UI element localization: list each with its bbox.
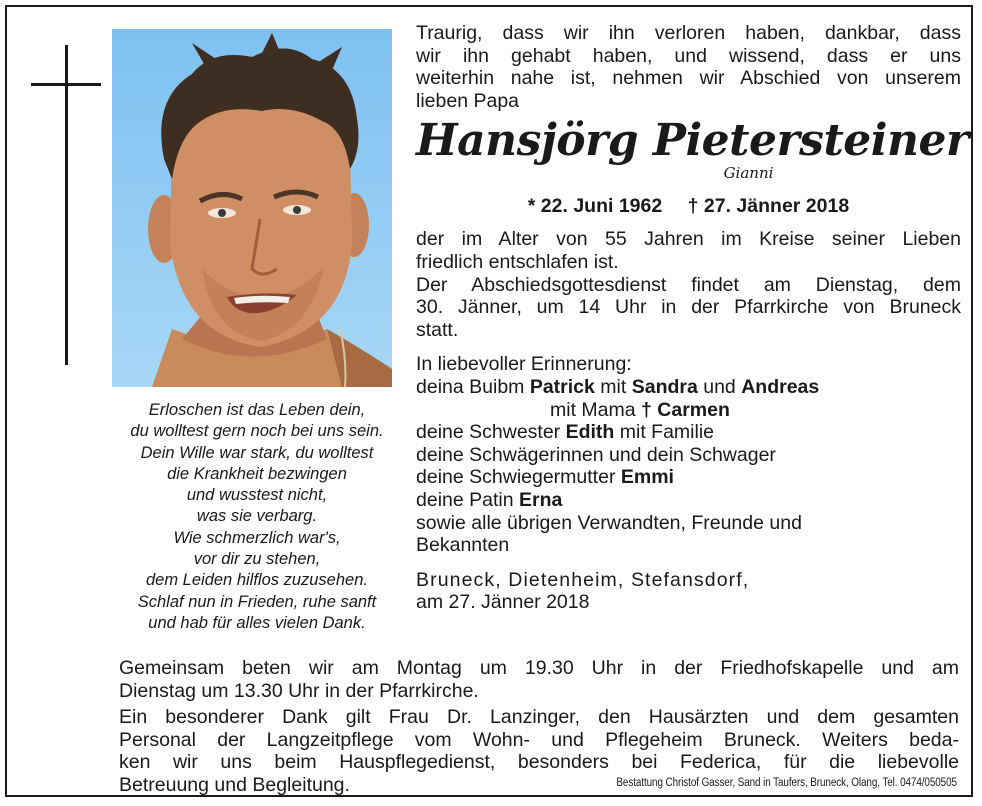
poem-line: Wie schmerzlich war's, [173, 528, 341, 547]
mourner-name: Edith [565, 421, 615, 444]
mourner-line [416, 399, 961, 422]
mourner-text: mit [594, 375, 632, 398]
mourner-line [416, 466, 961, 489]
poem-line: vor dir zu stehen, [193, 550, 321, 569]
poem-line: Dein Wille war stark, du wolltest [140, 443, 374, 462]
mourner-line: sowie alle übrigen Verwandten, Freunde und [416, 511, 802, 534]
intro-line: weiterhin nahe ist, nehmen wir Abschied von unserem [416, 67, 961, 90]
thanks-line: ken wir uns beim Hauspflegedienst, besonders bei Federica, für die liebevolle [119, 751, 959, 774]
birth-date: * 22. Juni 1962 [527, 195, 663, 218]
intro-paragraph [416, 22, 961, 112]
closing-section [119, 657, 959, 797]
poem-line: dem Leiden hilflos zuzusehen. [146, 571, 368, 590]
passing-paragraph [416, 228, 961, 273]
obituary-notice [5, 5, 973, 797]
mourner-text: deine Schwester [416, 421, 566, 444]
service-line: Der Abschiedsgottesdienst findet am Dienstag, dem [416, 273, 961, 296]
mourner-line [416, 376, 961, 399]
notice-text [416, 22, 969, 614]
mourners-list [416, 353, 961, 556]
mourner-line: Bekannten [416, 534, 510, 557]
mourner-name: Emmi [620, 466, 674, 489]
poem-line: du wolltest gern noch bei uns sein. [130, 422, 384, 441]
mourner-name: † Carmen [641, 398, 730, 421]
mourner-line [416, 489, 961, 512]
prayer-line: Gemeinsam beten wir am Montag um 19.30 Uhr in der Friedhofskapelle und am [119, 657, 959, 679]
poem-line: und hab für alles vielen Dank. [148, 613, 366, 632]
date-line: am 27. Jänner 2018 [416, 591, 590, 614]
deceased-nickname: Gianni [723, 164, 774, 183]
mourner-name: Andreas [741, 375, 820, 398]
prayer-line: Dienstag um 13.30 Uhr in der Pfarrkirche. [119, 679, 479, 702]
poem-line: und wusstest nicht, [186, 486, 328, 505]
mourner-name: Sandra [631, 375, 698, 398]
funeral-home-credit: Bestattung Christof Gasser, Sand in Taufers, Bruneck, Olang, Tel. 0474/050505 [616, 777, 957, 789]
thanks-line: Betreuung und Begleitung. [119, 773, 350, 796]
mourner-text: und [697, 375, 742, 398]
thanks-line: Ein besonderer Dank gilt Frau Dr. Lanzinger, den Hausärzten und dem gesamten [119, 706, 959, 729]
life-dates [416, 194, 961, 218]
poem-line: was sie verbarg. [196, 507, 318, 526]
thanks-line: Personal der Langzeitpflege vom Wohn- und Pflegeheim Bruneck. Weiters beda- [119, 728, 959, 751]
service-line: 30. Jänner, um 14 Uhr in der Pfarrkirche von Bruneck [416, 296, 961, 319]
cross-icon [65, 45, 68, 365]
intro-line: lieben Papa [416, 89, 520, 112]
mourner-text: mit Mama [550, 398, 642, 421]
mourners-heading: In liebevoller Erinnerung: [416, 353, 632, 376]
deceased-name: Hansjörg Pietersteiner [416, 115, 969, 167]
passing-line: friedlich entschlafen ist. [416, 250, 619, 273]
mourner-text: deine Patin [416, 488, 519, 511]
mourner-line [416, 421, 961, 444]
memorial-poem [112, 400, 402, 634]
death-date: † 27. Jänner 2018 [687, 195, 850, 218]
service-line: statt. [416, 318, 459, 341]
portrait-photo [112, 29, 392, 387]
service-paragraph [416, 274, 961, 342]
cross-icon-bar [31, 83, 101, 86]
mourner-line: deine Schwägerinnen und dein Schwager [416, 443, 776, 466]
mourner-text: deina Buibm [416, 375, 530, 398]
poem-line: Erloschen ist das Leben dein, [148, 401, 366, 419]
mourner-text: deine Schwiegermutter [416, 466, 621, 489]
intro-line: wir ihn gehabt haben, und wissend, dass er uns [416, 44, 961, 67]
passing-line: der im Alter von 55 Jahren im Kreise seiner Lieben [416, 228, 961, 251]
mourner-text: mit Familie [614, 421, 715, 444]
poem-line: Schlaf nun in Frieden, ruhe sanft [137, 592, 377, 611]
intro-line: Traurig, dass wir ihn verloren haben, dankbar, dass [416, 22, 961, 44]
mourner-name: Patrick [529, 375, 595, 398]
place-line: Bruneck, Dietenheim, Stefansdorf, [416, 568, 750, 591]
poem-line: die Krankheit bezwingen [167, 464, 347, 483]
mourner-name: Erna [519, 488, 563, 511]
